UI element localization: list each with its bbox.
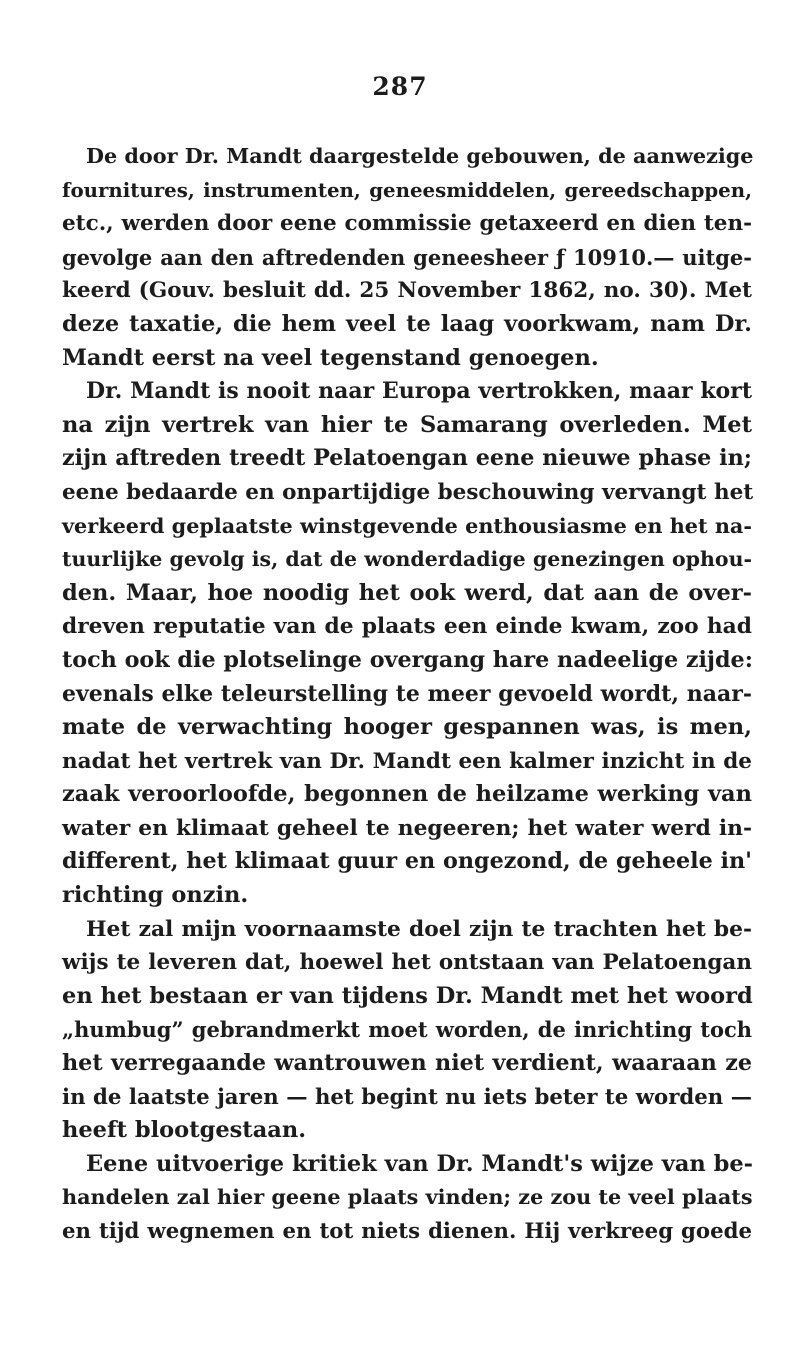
text-line: toch ook die plotselinge overgang hare nadeelige zijde: bbox=[62, 646, 753, 673]
text-line: tuurlijke gevolg is, dat de wonderdadige genezingen ophou- bbox=[62, 547, 752, 572]
text-line: heeft blootgestaan. bbox=[62, 1117, 307, 1144]
text-line: richting onzin. bbox=[62, 882, 249, 909]
text-line: deze taxatie, die hem veel te laag voorkwam, nam Dr. bbox=[62, 310, 752, 337]
text-line: different, het klimaat guur en ongezond, de geheele in' bbox=[62, 848, 752, 875]
text-line: fournitures, instrumenten, geneesmiddelen, gereedschappen, bbox=[62, 177, 752, 202]
text-line: De door Dr. Mandt daargestelde gebouwen, de aanwezige bbox=[86, 144, 754, 168]
text-line: in de laatste jaren — het begint nu iets beter te worden — bbox=[62, 1084, 752, 1110]
text-line: Dr. Mandt is nooit naar Europa vertrokken, maar kort bbox=[86, 378, 752, 405]
text-line: dreven reputatie van de plaats een einde kwam, zoo had bbox=[62, 614, 752, 640]
text-line: Het zal mijn voornaamste doel zijn te trachten het be- bbox=[86, 916, 752, 942]
text-line: wijs te leveren dat, hoewel het ontstaan van Pelatoengan bbox=[62, 950, 752, 976]
text-line: gevolge aan den aftredenden geneesheer ƒ 10910.— uitge- bbox=[62, 244, 752, 270]
text-line: verkeerd geplaatste winstgevende enthousiasme en het na- bbox=[62, 513, 752, 538]
text-line: Eene uitvoerige kritiek van Dr. Mandt's wijze van be- bbox=[86, 1150, 754, 1177]
text-line: den. Maar, hoe noodig het ook werd, dat aan de over- bbox=[62, 579, 752, 606]
text-line: mate de verwachting hooger gespannen was, is men, bbox=[62, 714, 752, 741]
body-text bbox=[62, 140, 752, 1249]
page-number: 287 bbox=[372, 72, 428, 101]
text-line: nadat het vertrek van Dr. Mandt een kalmer inzicht in de bbox=[62, 748, 752, 774]
text-line: „humbug” gebrandmerkt moet worden, de inrichting toch bbox=[62, 1017, 752, 1043]
text-line: keerd (Gouv. besluit dd. 25 November 1862, no. 30). Met bbox=[62, 278, 752, 304]
text-line: eene bedaarde en onpartijdige beschouwing vervangt het bbox=[62, 479, 754, 505]
text-line: en het bestaan er van tijdens Dr. Mandt met het woord bbox=[62, 982, 753, 1009]
text-line: handelen zal hier geene plaats vinden; ze zou te veel plaats bbox=[62, 1185, 753, 1210]
text-line: zaak veroorloofde, begonnen de heilzame werking van bbox=[62, 781, 752, 808]
text-line: water en klimaat geheel te negeeren; het water werd in- bbox=[62, 815, 752, 841]
text-line: zijn aftreden treedt Pelatoengan eene nieuwe phase in; bbox=[62, 445, 752, 472]
text-line: het verregaande wantrouwen niet verdient, waaraan ze bbox=[62, 1050, 752, 1077]
text-line: na zijn vertrek van hier te Samarang overleden. Met bbox=[62, 411, 752, 438]
text-line: evenals elke teleurstelling te meer gevoeld wordt, naar- bbox=[62, 680, 752, 707]
text-line: Mandt eerst na veel tegenstand genoegen. bbox=[62, 344, 599, 371]
text-line: en tijd wegnemen en tot niets dienen. Hij verkreeg goede bbox=[62, 1219, 752, 1244]
text-line: etc., werden door eene commissie getaxeerd en dien ten- bbox=[62, 211, 752, 237]
